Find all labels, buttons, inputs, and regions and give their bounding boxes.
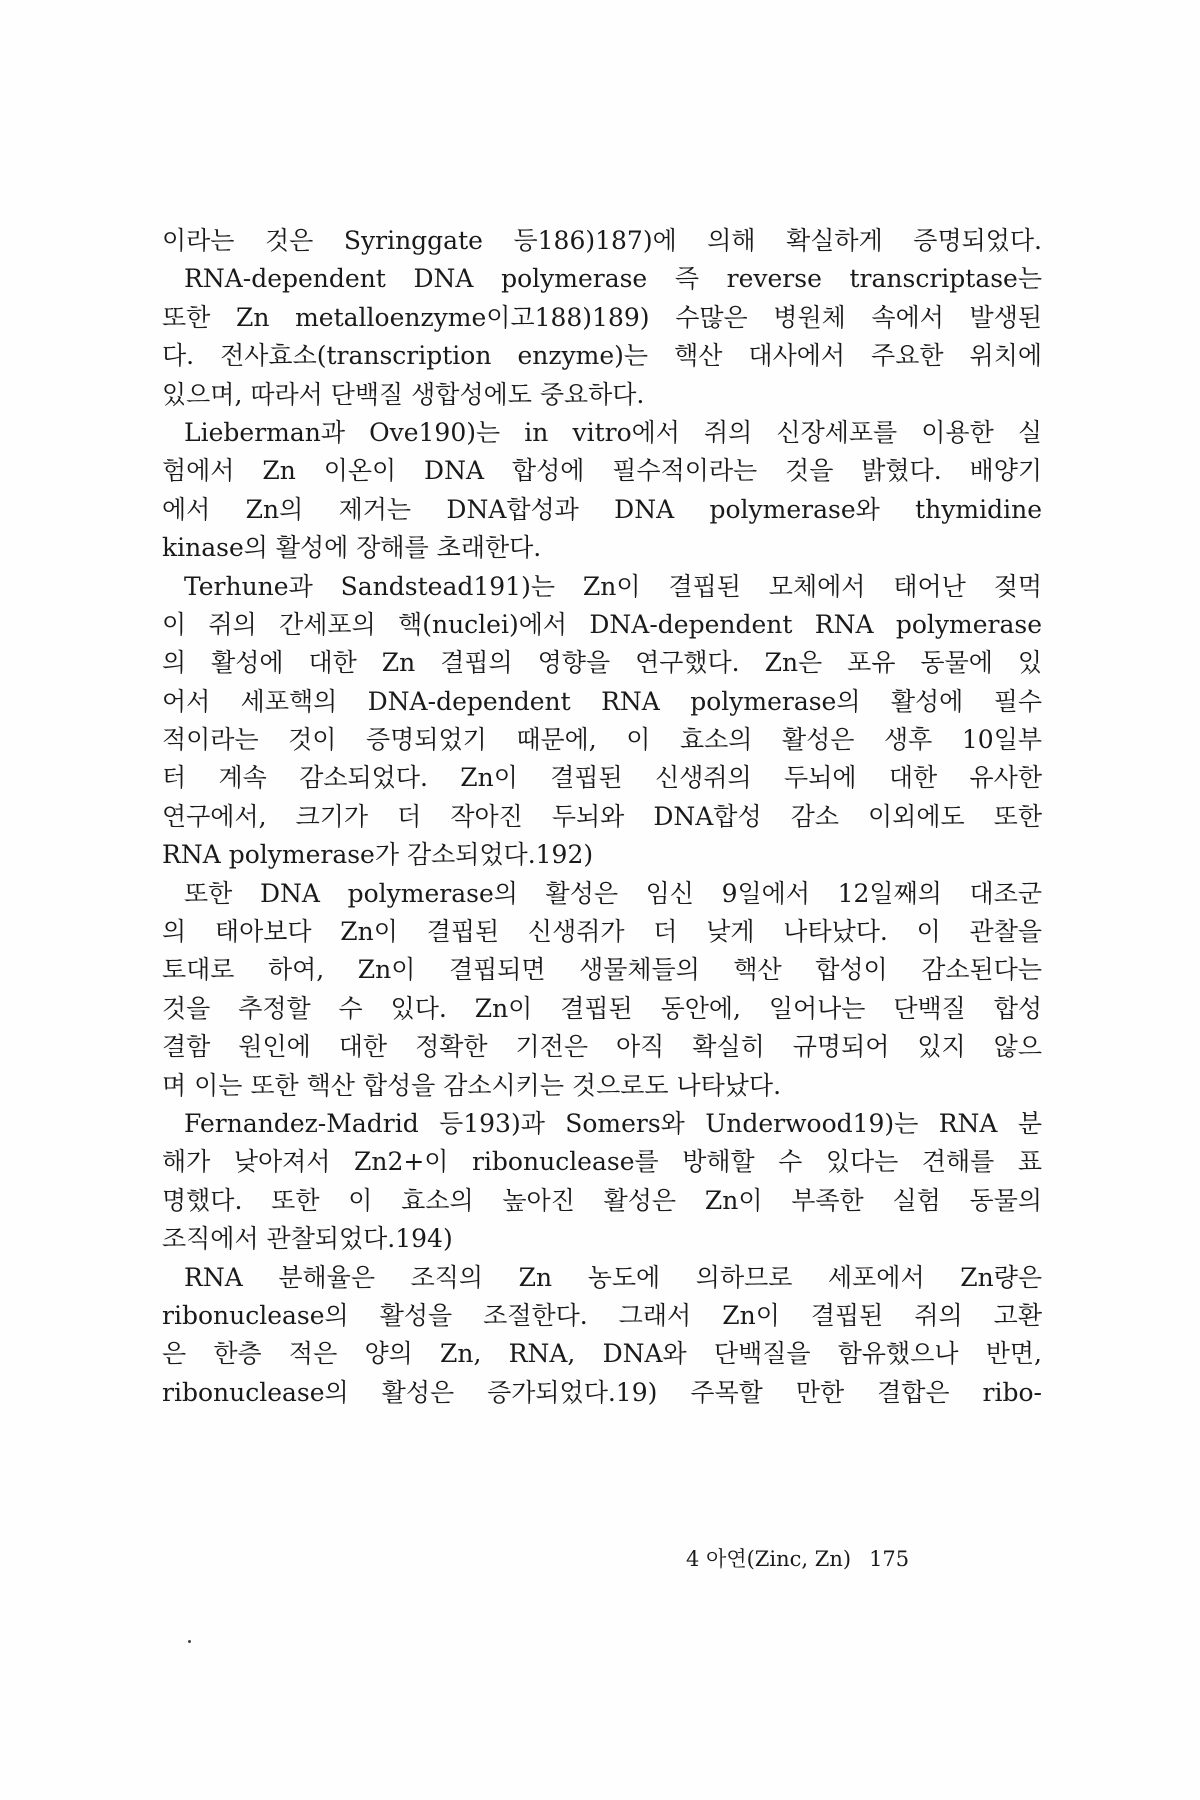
text-line: ribonuclease의 활성은 증가되었다.19) 주목할 만한 결합은 ribo- bbox=[162, 1377, 1042, 1407]
text-line: 어서 세포핵의 DNA-dependent RNA polymerase의 활성에 필수 bbox=[162, 686, 1042, 716]
text-line: 것을 추정할 수 있다. Zn이 결핍된 동안에, 일어나는 단백질 합성 bbox=[162, 993, 1042, 1023]
text-line: 험에서 Zn 이온이 DNA 합성에 필수적이라는 것을 밝혔다. 배양기 bbox=[162, 456, 1042, 486]
text-line: 의 활성에 대한 Zn 결핍의 영향을 연구했다. Zn은 포유 동물에 있 bbox=[162, 648, 1042, 678]
text-line: RNA 분해율은 조직의 Zn 농도에 의하므로 세포에서 Zn량은 bbox=[184, 1262, 1042, 1292]
text-line: Fernandez-Madrid 등193)과 Somers와 Underwood19)는 RNA 분 bbox=[184, 1108, 1042, 1138]
text-line: 적이라는 것이 증명되었기 때문에, 이 효소의 활성은 생후 10일부 bbox=[162, 725, 1042, 755]
text-line: 며 이는 또한 핵산 합성을 감소시키는 것으로도 나타났다. bbox=[162, 1070, 782, 1100]
text-line: 다. 전사효소(transcription enzyme)는 핵산 대사에서 주요한 위치에 bbox=[162, 341, 1042, 371]
text-line: 또한 Zn metalloenzyme이고188)189) 수많은 병원체 속에서 발생된 bbox=[162, 302, 1042, 332]
text-line: RNA polymerase가 감소되었다.192) bbox=[162, 840, 594, 870]
text-line: 명했다. 또한 이 효소의 높아진 활성은 Zn이 부족한 실험 동물의 bbox=[162, 1185, 1042, 1215]
text-line: 또한 DNA polymerase의 활성은 임신 9일에서 12일째의 대조군 bbox=[184, 878, 1042, 908]
text-line: 있으며, 따라서 단백질 생합성에도 중요하다. bbox=[162, 379, 645, 409]
text-line: 이 쥐의 간세포의 핵(nuclei)에서 DNA-dependent RNA polymerase bbox=[162, 609, 1042, 639]
text-line: ribonuclease의 활성을 조절한다. 그래서 Zn이 결핍된 쥐의 고환 bbox=[162, 1300, 1042, 1330]
text-line: 결함 원인에 대한 정확한 기전은 아직 확실히 규명되어 있지 않으 bbox=[162, 1032, 1042, 1062]
text-line: kinase의 활성에 장해를 초래한다. bbox=[162, 533, 542, 563]
text-line: 은 한층 적은 양의 Zn, RNA, DNA와 단백질을 함유했으나 반면, bbox=[162, 1339, 1042, 1369]
text-line: 이라는 것은 Syringgate 등186)187)에 의해 확실하게 증명되었다. bbox=[162, 226, 1042, 255]
scan-speck bbox=[188, 1640, 191, 1643]
chapter-title: 4 아연(Zinc, Zn) bbox=[686, 1547, 852, 1571]
text-line: 연구에서, 크기가 더 작아진 두뇌와 DNA합성 감소 이외에도 또한 bbox=[162, 801, 1042, 831]
text-line: Terhune과 Sandstead191)는 Zn이 결핍된 모체에서 태어난 젖먹 bbox=[184, 571, 1042, 601]
text-line: RNA-dependent DNA polymerase 즉 reverse transcriptase는 bbox=[184, 264, 1042, 294]
text-line: 에서 Zn의 제거는 DNA합성과 DNA polymerase와 thymidine bbox=[162, 494, 1042, 524]
text-line: Lieberman과 Ove190)는 in vitro에서 쥐의 신장세포를 이용한 실 bbox=[184, 417, 1042, 447]
running-footer bbox=[686, 1543, 909, 1573]
text-line: 토대로 하여, Zn이 결핍되면 생물체들의 핵산 합성이 감소된다는 bbox=[162, 955, 1042, 985]
text-line: 의 태아보다 Zn이 결핍된 신생쥐가 더 낮게 나타났다. 이 관찰을 bbox=[162, 917, 1042, 947]
text-line: 해가 낮아져서 Zn2+이 ribonuclease를 방해할 수 있다는 견해를 표 bbox=[162, 1147, 1042, 1177]
text-line: 터 계속 감소되었다. Zn이 결핍된 신생쥐의 두뇌에 대한 유사한 bbox=[162, 763, 1042, 793]
body-text bbox=[162, 222, 1042, 1412]
text-line: 조직에서 관찰되었다.194) bbox=[162, 1224, 453, 1254]
page-number: 175 bbox=[869, 1547, 910, 1571]
